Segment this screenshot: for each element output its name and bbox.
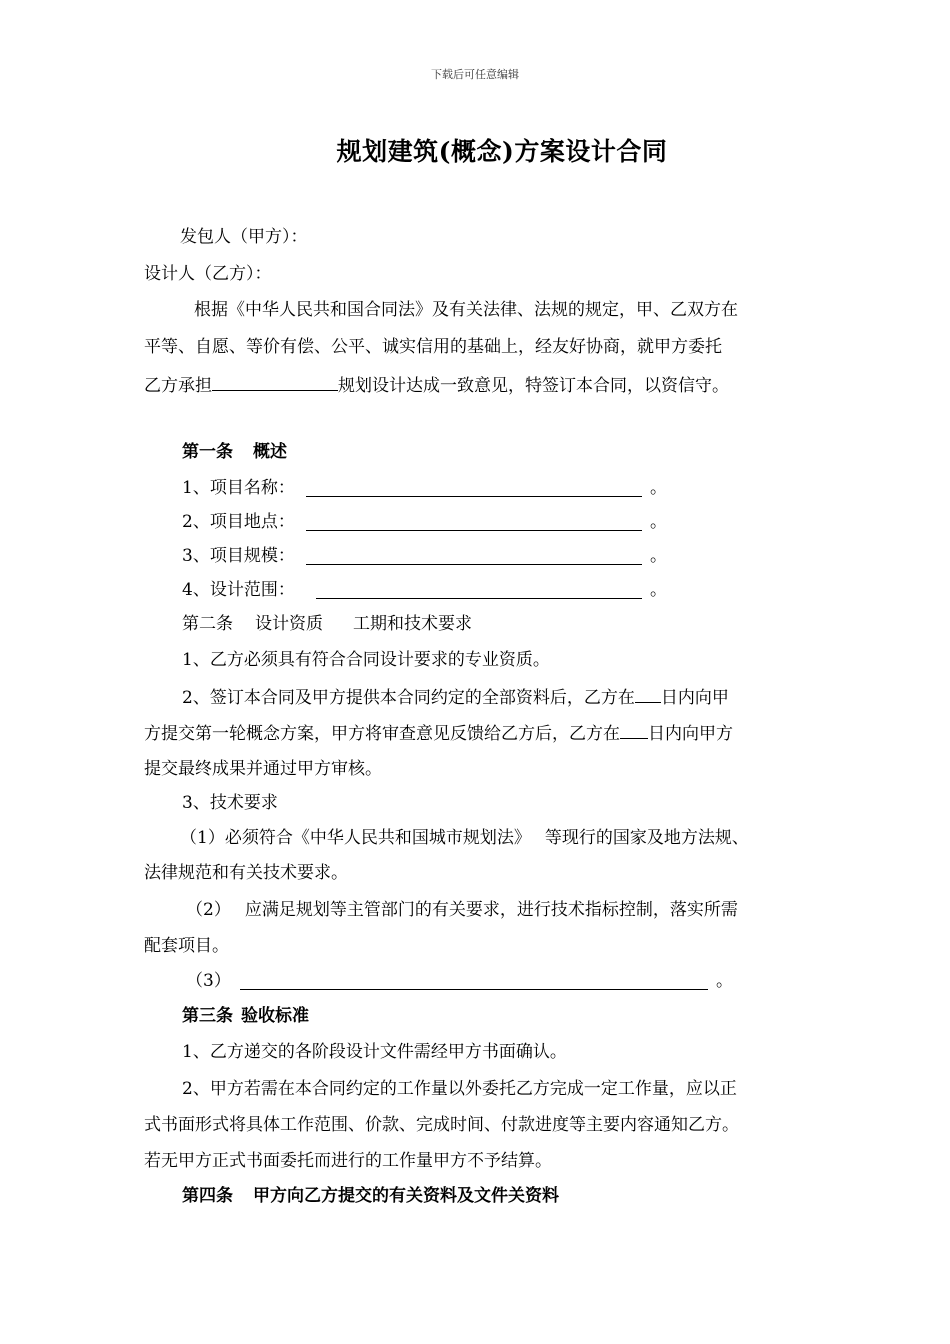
article-2-heading <box>182 612 472 636</box>
text-segment: 日内向甲 <box>660 688 729 708</box>
document-title: 规划建筑(概念)方案设计合同 <box>336 137 668 166</box>
article-1-name: 概述 <box>253 442 287 462</box>
text-segment: （3） <box>186 971 231 991</box>
text-segment: 应满足规划等主管部门的有关要求，进行技术指标控制，落实所需 <box>244 900 738 920</box>
article-2-number: 第二条 <box>182 614 233 634</box>
text-segment: 方提交第一轮概念方案，甲方将审查意见反馈给乙方后，乙方在 <box>144 724 620 744</box>
item-end: 。 <box>650 580 667 600</box>
article-2-part-2: 工期和技术要求 <box>353 614 472 634</box>
article-1-heading <box>182 440 287 464</box>
article-4-number: 第四条 <box>182 1186 233 1206</box>
tech-req-2-line-2: 配套项目。 <box>144 936 229 956</box>
article-3-item-2-line-1: 2、甲方若需在本合同约定的工作量以外委托乙方完成一定工作量，应以正 <box>182 1079 737 1099</box>
tech-req-3 <box>186 969 733 993</box>
text-segment: 日内向甲方 <box>648 724 733 744</box>
tech-req-1-line-1 <box>180 826 749 850</box>
item-label: 1、项目名称： <box>182 478 295 498</box>
blank-underline <box>306 546 642 565</box>
article-2-item-2-line-2 <box>144 720 733 746</box>
article-1-item <box>182 544 667 568</box>
article-3-item-2-line-3: 若无甲方正式书面委托而进行的工作量甲方不予结算。 <box>144 1151 552 1171</box>
article-3-item-2-line-2: 式书面形式将具体工作范围、价款、完成时间、付款进度等主要内容通知乙方。 <box>144 1115 739 1135</box>
article-2-item-2-line-3: 提交最终成果并通过甲方审核。 <box>144 759 382 779</box>
item-end: 。 <box>716 971 733 991</box>
article-4-heading <box>182 1184 559 1208</box>
blank-underline <box>306 478 642 497</box>
article-1-item <box>182 510 667 534</box>
item-end: 。 <box>650 512 667 532</box>
article-1-item <box>182 578 667 602</box>
party-a-line: 发包人（甲方）： <box>180 227 308 247</box>
intro-line-3 <box>144 372 729 398</box>
blank-underline <box>316 580 642 599</box>
blank-underline <box>240 971 708 990</box>
blank-underline <box>620 720 648 739</box>
tech-req-1-line-2: 法律规范和有关技术要求。 <box>144 863 348 883</box>
text-segment: 2、签订本合同及甲方提供本合同约定的全部资料后，乙方在 <box>182 688 635 708</box>
item-end: 。 <box>650 478 667 498</box>
article-3-name: 验收标准 <box>241 1006 309 1026</box>
tech-req-2-line-1 <box>186 898 738 922</box>
item-label: 4、设计范围： <box>182 580 295 600</box>
intro-line-1: 根据《中华人民共和国合同法》及有关法律、法规的规定，甲、乙双方在 <box>194 300 738 320</box>
blank-underline <box>306 512 642 531</box>
article-2-part-1: 设计资质 <box>255 614 323 634</box>
intro-line-2: 平等、自愿、等价有偿、公平、诚实信用的基础上，经友好协商，就甲方委托 <box>144 337 722 357</box>
page-header: 下载后可任意编辑 <box>431 68 519 81</box>
item-label: 3、项目规模： <box>182 546 295 566</box>
blank-underline <box>212 372 338 391</box>
item-label: 2、项目地点： <box>182 512 295 532</box>
article-4-name: 甲方向乙方提交的有关资料及文件关资料 <box>253 1186 559 1206</box>
text-segment: （2） <box>186 900 231 920</box>
article-2-item-1: 1、乙方必须具有符合合同设计要求的专业资质。 <box>182 650 550 670</box>
article-2-item-3: 3、技术要求 <box>182 793 278 813</box>
party-b-line: 设计人（乙方）： <box>144 264 272 284</box>
article-3-number: 第三条 <box>182 1006 233 1026</box>
article-3-item-1: 1、乙方递交的各阶段设计文件需经甲方书面确认。 <box>182 1042 567 1062</box>
intro-line-3-start: 乙方承担 <box>144 376 212 396</box>
article-3-heading <box>182 1004 309 1028</box>
article-1-number: 第一条 <box>182 442 233 462</box>
intro-line-3-end: 规划设计达成一致意见，特签订本合同，以资信守。 <box>338 376 729 396</box>
text-segment: 等现行的国家及地方法规、 <box>544 828 749 848</box>
text-segment: （1）必须符合《中华人民共和国城市规划法》 <box>180 828 531 848</box>
article-1-item <box>182 476 667 500</box>
article-2-item-2-line-1 <box>182 684 729 710</box>
item-end: 。 <box>650 546 667 566</box>
blank-underline <box>635 684 661 703</box>
